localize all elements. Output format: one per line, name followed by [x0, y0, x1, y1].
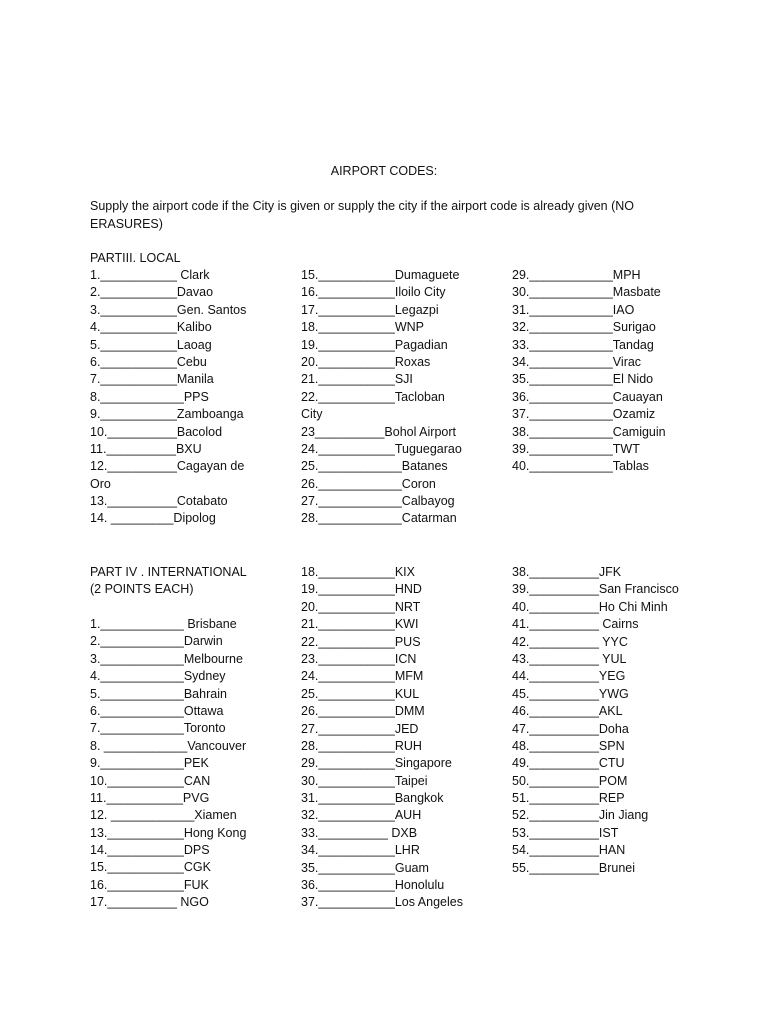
question-item: 30.____________Masbate	[512, 285, 661, 300]
question-item: 33.__________ DXB	[301, 825, 418, 840]
part4-column-2	[301, 564, 463, 912]
question-item: 7.____________Toronto	[90, 721, 226, 736]
question-item: 40.____________Tablas	[512, 459, 649, 474]
question-item: 19.___________Pagadian	[301, 337, 448, 352]
question-item: 40.__________Ho Chi Minh	[512, 599, 668, 614]
question-item: 4.____________Sydney	[90, 669, 226, 684]
question-item: 38.____________Camiguin	[512, 424, 666, 439]
question-item: 37.___________Los Angeles	[301, 895, 463, 910]
question-item: 28.___________RUH	[301, 738, 422, 753]
instructions: Supply the airport code if the City is given or supply the city if the airport code is already given (NO ERASURES)	[90, 199, 635, 231]
question-item: 9.___________Zamboanga	[90, 407, 244, 422]
question-item: 53.__________IST	[512, 825, 619, 840]
question-item: 11.___________PVG	[90, 790, 210, 805]
question-item: 49.__________CTU	[512, 756, 625, 771]
question-item: 6.___________Cebu	[90, 354, 207, 369]
question-item: 45.__________YWG	[512, 686, 629, 701]
question-item: 39.____________TWT	[512, 441, 640, 456]
question-item: 34.___________LHR	[301, 843, 420, 858]
question-item: 21.___________KWI	[301, 617, 419, 632]
question-item: 15.___________Dumaguete	[301, 268, 460, 282]
question-item: 33.____________Tandag	[512, 337, 654, 352]
question-item: 22.___________PUS	[301, 634, 421, 649]
question-item: 25.___________KUL	[301, 686, 420, 701]
question-item: 17.__________ NGO	[90, 895, 209, 910]
question-item: 47.__________Doha	[512, 721, 629, 736]
question-item: 29.____________MPH	[512, 268, 641, 282]
question-item: 12.__________Cagayan de	[90, 459, 245, 474]
question-item: 23.___________ICN	[301, 651, 417, 666]
question-item: 9.____________PEK	[90, 756, 209, 771]
part4-column-1	[90, 616, 246, 912]
question-item: 24.___________Tuguegarao	[301, 441, 462, 456]
question-item: 41.__________ Cairns	[512, 617, 639, 632]
question-item: 2.___________Davao	[90, 285, 214, 300]
question-item: 19.___________HND	[301, 582, 422, 597]
part4-subheading: (2 POINTS EACH)	[90, 582, 194, 596]
question-item: 16.___________Iloilo City	[301, 285, 446, 300]
question-item: 20.___________Roxas	[301, 354, 431, 369]
question-item: 8. ____________Vancouver	[90, 738, 247, 753]
question-item: 25.____________Batanes	[301, 459, 448, 474]
question-item: 27.___________JED	[301, 721, 419, 736]
question-item: City	[301, 407, 323, 422]
question-item: 22.___________Tacloban	[301, 389, 445, 404]
question-item: 31.___________Bangkok	[301, 791, 444, 806]
question-item: 1.___________ Clark	[90, 268, 210, 282]
question-item: 46.__________AKL	[512, 704, 623, 719]
question-item: 18.___________WNP	[301, 320, 425, 335]
question-item: 39.__________San Francisco	[512, 582, 679, 597]
question-item: 32.___________AUH	[301, 808, 422, 823]
question-item: 4.___________Kalibo	[90, 320, 212, 335]
question-item: 23__________Bohol Airport	[301, 424, 456, 439]
question-item: 50.__________POM	[512, 773, 628, 788]
part3-column-1	[90, 267, 246, 528]
question-item: 18.___________KIX	[301, 565, 415, 579]
question-item: 21.___________SJI	[301, 372, 413, 387]
question-item: 29.___________Singapore	[301, 756, 452, 771]
question-item: 31.____________IAO	[512, 302, 635, 317]
question-item: 16.___________FUK	[90, 877, 209, 892]
question-item: 20.___________NRT	[301, 599, 421, 614]
question-item: 10.__________Bacolod	[90, 424, 223, 439]
question-item: 27.____________Calbayog	[301, 494, 455, 509]
question-item: 24.___________MFM	[301, 669, 424, 684]
question-item: 6.____________Ottawa	[90, 703, 224, 718]
question-item: 14. _________Dipolog	[90, 511, 216, 526]
part3-column-3	[512, 267, 666, 476]
question-item: 7.___________Manila	[90, 372, 214, 387]
question-item: 42.__________ YYC	[512, 634, 628, 649]
question-item: 48.__________SPN	[512, 738, 625, 753]
question-item: 35.___________Guam	[301, 860, 429, 875]
part4-heading: PART IV . INTERNATIONAL	[90, 565, 247, 579]
question-item: 1.____________ Brisbane	[90, 617, 237, 631]
question-item: 10.___________CAN	[90, 773, 211, 788]
question-item: 52.__________Jin Jiang	[512, 808, 649, 823]
question-item: 13.__________Cotabato	[90, 494, 228, 509]
question-item: 55.__________Brunei	[512, 860, 636, 875]
question-item: 28.____________Catarman	[301, 511, 457, 526]
question-item: 36.____________Cauayan	[512, 389, 663, 404]
question-item: 8.____________PPS	[90, 389, 209, 404]
question-item: 15.___________CGK	[90, 860, 211, 875]
question-item: Oro	[90, 476, 111, 491]
question-item: 34.____________Virac	[512, 354, 642, 369]
question-item: 12. ____________Xiamen	[90, 808, 237, 823]
part4-column-3	[512, 564, 679, 877]
page-title: AIRPORT CODES:	[330, 164, 438, 178]
question-item: 17.___________Legazpi	[301, 302, 439, 317]
question-item: 3.___________Gen. Santos	[90, 302, 247, 317]
question-item: 44.__________YEG	[512, 669, 626, 684]
part3-heading: PARTIII. LOCAL	[90, 251, 181, 265]
question-item: 32.____________Surigao	[512, 320, 656, 335]
question-item: 13.___________Hong Kong	[90, 825, 247, 840]
question-item: 3.____________Melbourne	[90, 651, 243, 666]
question-item: 30.___________Taipei	[301, 773, 428, 788]
question-item: 5.___________Laoag	[90, 337, 212, 352]
question-item: 14.___________DPS	[90, 843, 210, 858]
question-item: 26.___________DMM	[301, 704, 425, 719]
question-item: 54.__________HAN	[512, 843, 626, 858]
question-item: 36.___________Honolulu	[301, 878, 445, 893]
question-item: 26.____________Coron	[301, 476, 436, 491]
question-item: 43.__________ YUL	[512, 651, 627, 666]
question-item: 38.__________JFK	[512, 565, 622, 579]
question-item: 37.____________Ozamiz	[512, 407, 656, 422]
question-item: 35.____________El Nido	[512, 372, 654, 387]
question-item: 2.____________Darwin	[90, 634, 223, 649]
part3-column-2	[301, 267, 462, 528]
question-item: 11.__________BXU	[90, 441, 202, 456]
question-item: 51.__________REP	[512, 791, 625, 806]
question-item: 5.____________Bahrain	[90, 686, 227, 701]
